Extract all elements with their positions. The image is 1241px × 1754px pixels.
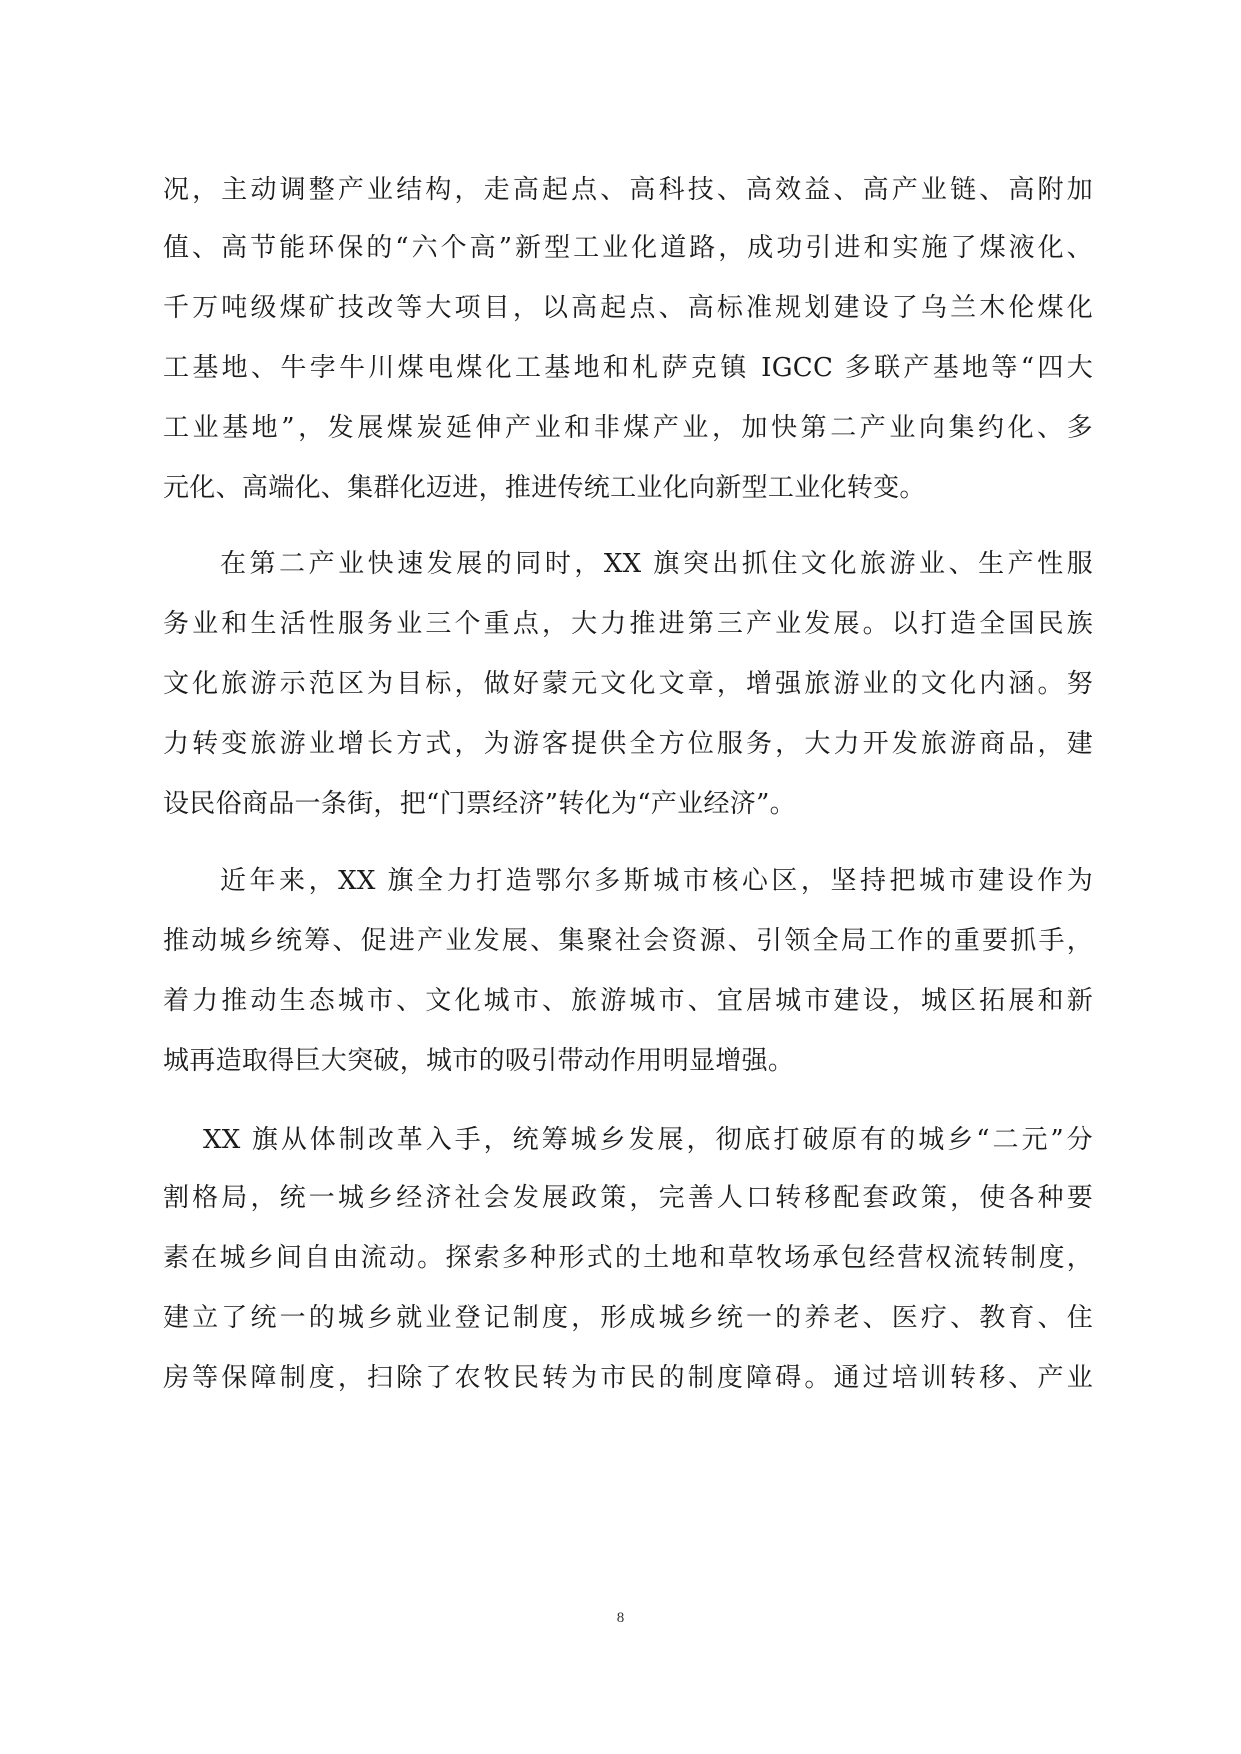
text-line: 千万吨级煤矿技改等大项目，以高起点、高标准规划建设了乌兰木伦煤化 xyxy=(163,293,1093,323)
text-line: 值、高节能环保的“六个高”新型工业化道路，成功引进和实施了煤液化、 xyxy=(163,233,1093,263)
text-line: 文化旅游示范区为目标，做好蒙元文化文章，增强旅游业的文化内涵。努 xyxy=(163,669,1093,699)
text-line: 工基地、牛孛牛川煤电煤化工基地和札萨克镇 IGCC 多联产基地等“四大 xyxy=(163,353,1093,383)
text-line: 力转变旅游业增长方式，为游客提供全方位服务，大力开发旅游商品，建 xyxy=(163,729,1093,759)
text-line: 素在城乡间自由流动。探索多种形式的土地和草牧场承包经营权流转制度， xyxy=(163,1243,1093,1273)
text-line: 况，主动调整产业结构，走高起点、高科技、高效益、高产业链、高附加 xyxy=(163,175,1093,205)
text-line: 房等保障制度，扫除了农牧民转为市民的制度障碍。通过培训转移、产业 xyxy=(163,1363,1093,1393)
text-line: 城再造取得巨大突破，城市的吸引带动作用明显增强。 xyxy=(163,1046,795,1076)
text-line: 近年来，XX 旗全力打造鄂尔多斯城市核心区，坚持把城市建设作为 xyxy=(220,866,1093,896)
text-line: 工业基地”，发展煤炭延伸产业和非煤产业，加快第二产业向集约化、多 xyxy=(163,413,1093,443)
text-line: 割格局，统一城乡经济社会发展政策，完善人口转移配套政策，使各种要 xyxy=(163,1183,1093,1213)
text-line: 着力推动生态城市、文化城市、旅游城市、宜居城市建设，城区拓展和新 xyxy=(163,986,1093,1016)
text-line: XX 旗从体制改革入手，统筹城乡发展，彻底打破原有的城乡“二元”分 xyxy=(203,1125,1093,1155)
text-line: 元化、高端化、集群化迈进，推进传统工业化向新型工业化转变。 xyxy=(163,473,926,503)
text-line: 设民俗商品一条街，把“门票经济”转化为“产业经济”。 xyxy=(163,789,796,819)
text-line: 推动城乡统筹、促进产业发展、集聚社会资源、引领全局工作的重要抓手， xyxy=(163,926,1093,956)
text-line: 务业和生活性服务业三个重点，大力推进第三产业发展。以打造全国民族 xyxy=(163,609,1093,639)
text-line: 在第二产业快速发展的同时，XX 旗突出抓住文化旅游业、生产性服 xyxy=(220,549,1093,579)
text-line: 建立了统一的城乡就业登记制度，形成城乡统一的养老、医疗、教育、住 xyxy=(163,1303,1093,1333)
page-number: 8 xyxy=(616,1610,625,1626)
